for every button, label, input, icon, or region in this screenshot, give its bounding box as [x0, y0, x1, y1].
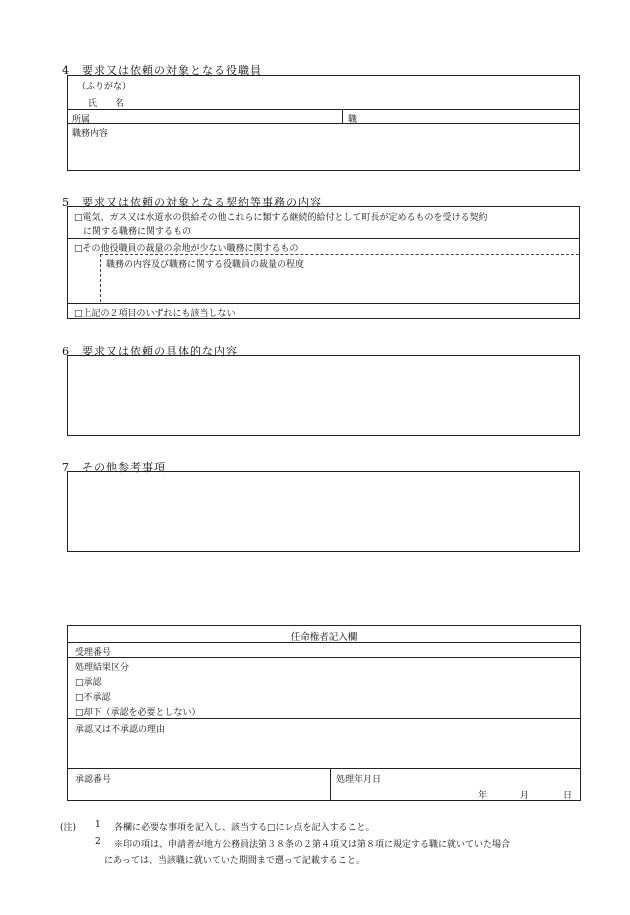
section-5-table	[67, 206, 580, 319]
notes-prefix: (注)	[60, 823, 77, 833]
option-none[interactable]: □上記の２項目のいずれにも該当しない	[74, 309, 236, 319]
authority-title: 任命権者記入欄	[290, 632, 358, 643]
option-low-discretion[interactable]: □その他役職員の裁量の余地が少ない職務に関するもの	[74, 244, 299, 254]
option-utility-line2: に関する職務に関するもの	[74, 227, 192, 237]
authority-table	[67, 625, 581, 801]
approval-divider	[330, 769, 331, 800]
note-2-text-line2: にあっては、当該職に就いていた期間まで遡って記載すること。	[104, 856, 365, 866]
affiliation-row	[68, 109, 579, 124]
reject-checkbox[interactable]: □却下（承認を必要としない）	[75, 708, 201, 718]
note-2-text-line1: ※印の項は、申請者が地方公務員法第３８条の２第４項又は第８項に規定する職に就いていた場合	[114, 840, 511, 850]
note-1-number: 1	[95, 820, 101, 830]
authority-divider-3	[68, 718, 580, 719]
disapprove-checkbox[interactable]: □不承認	[75, 693, 111, 703]
receipt-no-label[interactable]: 受理番号	[75, 648, 112, 658]
approval-no-label[interactable]: 承認番号	[75, 775, 112, 785]
detail-dashed-left	[100, 254, 101, 302]
note-2-number: 2	[95, 837, 101, 847]
processing-date-label[interactable]: 処理年月日	[336, 775, 382, 785]
duties-divider	[68, 123, 579, 124]
affiliation-label[interactable]: 所属	[72, 115, 91, 125]
result-label: 処理結果区分	[75, 663, 130, 673]
affiliation-divider	[342, 110, 343, 124]
day-label: 日	[563, 791, 573, 801]
detail-dashed-top	[100, 254, 579, 255]
position-label[interactable]: 職	[348, 115, 358, 125]
option-divider-1	[68, 238, 579, 239]
option-utility-line1[interactable]: □電気、ガス又は水道水の供給その他これらに類する継続的給付として町長が定めるものを受ける契約	[74, 213, 488, 223]
section-6-textbox[interactable]	[67, 355, 580, 436]
section-4-table	[67, 75, 580, 171]
duties-label[interactable]: 職務内容	[72, 129, 109, 139]
option-detail-label: 職務の内容及び職務に関する役職員の裁量の程度	[106, 260, 305, 270]
section-4-heading: 4 要求又は依頼の対象となる役職員	[62, 64, 262, 77]
section-5-heading: 5 要求又は依頼の対象となる契約等事務の内容	[62, 196, 322, 209]
month-label: 月	[520, 791, 530, 801]
section-7-heading: 7 その他参考事項	[62, 461, 166, 474]
name-label: 氏 名	[88, 99, 125, 109]
section-7-textbox[interactable]	[67, 471, 580, 552]
note-1-text: 各欄に必要な事項を記入し、該当する□にレ点を記入すること。	[114, 823, 375, 833]
approve-checkbox[interactable]: □承認	[75, 678, 102, 688]
option-divider-2	[68, 303, 579, 304]
furigana-label: （ふりがな）	[77, 82, 132, 92]
authority-divider-2	[68, 657, 580, 658]
reason-label[interactable]: 承認又は不承認の理由	[75, 725, 166, 735]
approval-row	[68, 768, 580, 800]
year-label: 年	[478, 791, 488, 801]
authority-divider-1	[68, 642, 580, 643]
section-6-heading: 6 要求又は依頼の具体的な内容	[62, 345, 238, 358]
